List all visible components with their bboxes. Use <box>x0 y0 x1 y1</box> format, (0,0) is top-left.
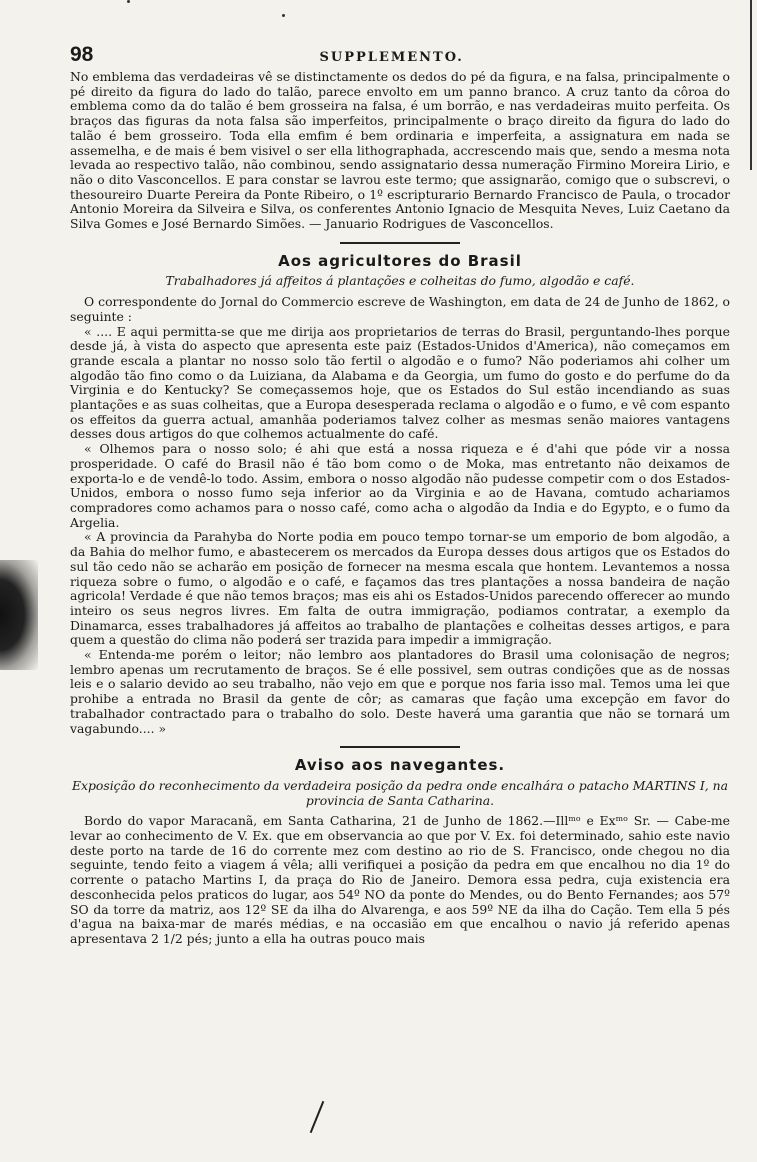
paragraph: « .... E aqui permitta-se que me dirija aos proprietarios de terras do Brasil, perguntando-lhes porque desde já, à vista do aspecto que apresenta este paiz (Estados-Unidos d'America), não começamos em grande escala a plantar no nosso solo tão fertil o algodão e o fumo? Não poderiamos ahi colher um algodão tão fino como o da Luiziana, da Alabama e da Georgia, um fumo do gosto e do perfume do da Virginia e do Kentucky? Se começassemos hoje, que os Estados do Sul estão incendiando as suas plantações e as suas colheitas, que a Europa desesperada reclama o algodão e o fumo, e vê com espanto os effeitos da guerra actual, amanhãa poderiamos talvez colher as mesmas senão maiores vantagens desses dous artigos do que colhemos actualmente do café. <box>70 323 730 442</box>
running-title: SUPPLEMENTO. <box>319 50 464 65</box>
page-body <box>70 43 730 947</box>
section-divider <box>340 746 460 748</box>
page-edge-line <box>750 0 752 170</box>
paragraph: « Olhemos para o nosso solo; é ahi que está a nossa riqueza e é d'ahi que póde vir a nossa prosperidade. O café do Brasil não é tão bom como o de Moka, mas entretanto não deixamos de exporta-lo e de vendê-lo todo. Assim, embora o nosso algodão não pudesse competir com o dos Estados-Unidos, embora o nosso fumo seja inferior ao da Virginia e ao de Havana, comtudo achariamos compradores como achamos para o nosso café, como acha o algodão da India e do Egypto, e o fumo da Argelia. <box>70 441 730 530</box>
section-divider <box>340 242 460 244</box>
ink-speck <box>282 14 285 17</box>
paragraph: O correspondente do Jornal do Commercio escreve de Washington, em data de 24 de Junho de 1862, o seguinte : <box>70 294 730 324</box>
page-number: 98 <box>70 43 94 66</box>
section-subtitle: Exposição do reconhecimento da verdadeira posição da pedra onde encalhára o patacho MARTINS I, na provincia de Santa Catharina. <box>71 777 729 808</box>
paragraph: « A provincia da Parahyba do Norte podia em pouco tempo tornar-se um emporio de bom algodão, a da Bahia do melhor fumo, e abastecerem os mercados da Europa desses dous artigos que os Estados do sul tão cedo não se acharão em posição de fornecer na mesma escala que hontem. Levantemos a nossa riqueza sobre o fumo, o algodão e o café, e façamos das tres plantações a nossa bandeira de nação agricola! Verdade é que não temos braços; mas eis ahi os Estados-Unidos parecendo offerecer ao mundo inteiro os seus negros livres. Em falta de outra immigração, podiamos contratar, a exemplo da Dinamarca, esses trabalhadores já affeitos ao trabalho de plantações e colheitas desses artigos, e para quem a questão do clima não poderá ser trazida para impedir a immigração. <box>70 529 730 648</box>
section-title: Aos agricultores do Brasil <box>278 251 522 270</box>
intro-paragraph: No emblema das verdadeiras vê se distinctamente os dedos do pé da figura, e na falsa, principalmente o pé direito da figura do lado do talão, parece envolto em um panno branco. A cruz tanto da côroa do emblema como da do talão é bem grosseira na falsa, é um borrão, e nas verdadeiras muito perfeita. Os braços das figuras da nota falsa são imperfeitos, principalmente o braço direito da figura do lado do talão é bem grosseiro. Toda ella emfim é bem ordinaria e imperfeita, a assignatura em nada se assemelha, e de mais é bem visivel o ser ella lithographada, accrescendo mais que, sendo a mesma nota levada ao respectivo talão, não combinou, sendo assignatario dessa numeração Firmino Moreira Lirio, e não o dito Vasconcellos. E para constar se lavrou este termo; que assignarão, comigo que o subscrevi, o thesoureiro Duarte Pereira da Ponte Ribeiro, o 1º escripturario Bernardo Francisco de Paula, o trocador Antonio Moreira da Silveira e Silva, os conferentes Antonio Ignacio de Mesquita Neves, Luiz Caetano da Silva Gomes e José Bernardo Simões. — Januario Rodrigues de Vasconcellos. <box>70 69 730 232</box>
pencil-mark <box>310 1101 325 1133</box>
section-subtitle: Trabalhadores já affeitos á plantações e colheitas do fumo, algodão e café. <box>165 273 635 289</box>
ink-speck <box>127 0 130 3</box>
page-header <box>70 43 730 70</box>
paragraph: « Entenda-me porém o leitor; não lembro aos plantadores do Brasil uma colonisação de negros; lembro apenas um recrutamento de braços. Se é elle possivel, sem outras condições que as de nossas leis e o salario devido ao seu trabalho, não vejo em que e porque nos faria isso mal. Temos uma lei que prohibe a entrada no Brasil da gente de côr; as camaras que façâo uma excepção em favor do trabalhador contractado para o trabalho do solo. Deste haverá uma garantia que não se tornará um vagabundo.... » <box>70 647 730 736</box>
paragraph: Bordo do vapor Maracanã, em Santa Catharina, 21 de Junho de 1862.—Illᵐᵒ e Exᵐᵒ Sr. — Cabe-me levar ao conhecimento de V. Ex. que em observancia ao que por V. Ex. foi determinado, sahio este navio deste porto na tarde de 16 do corrente mez com destino ao rio de S. Francisco, onde chegou no dia seguinte, tendo feito a viagem á vêla; alli verifiquei a posição da pedra em que encalhou no dia 1º do corrente o patacho Martins I, da praça do Rio de Janeiro. Demora essa pedra, cuja existencia era desconhecida pelos praticos do lugar, aos 54º NO da ponte do Mendes, ou do Bento Fernandes; aos 57º SO da torre da matriz, aos 12º SE da ilha do Alvarenga, e aos 59º NE da ilha do Cação. Tem ella 5 pés d'agua na baixa-mar de marés médias, e na occasião em que encalhou o navio já referido apenas apresentava 2 1/2 pés; junto a ella ha outras pouco mais <box>70 813 730 946</box>
section-title: Aviso aos navegantes. <box>294 756 506 775</box>
binding-shadow <box>0 560 38 670</box>
